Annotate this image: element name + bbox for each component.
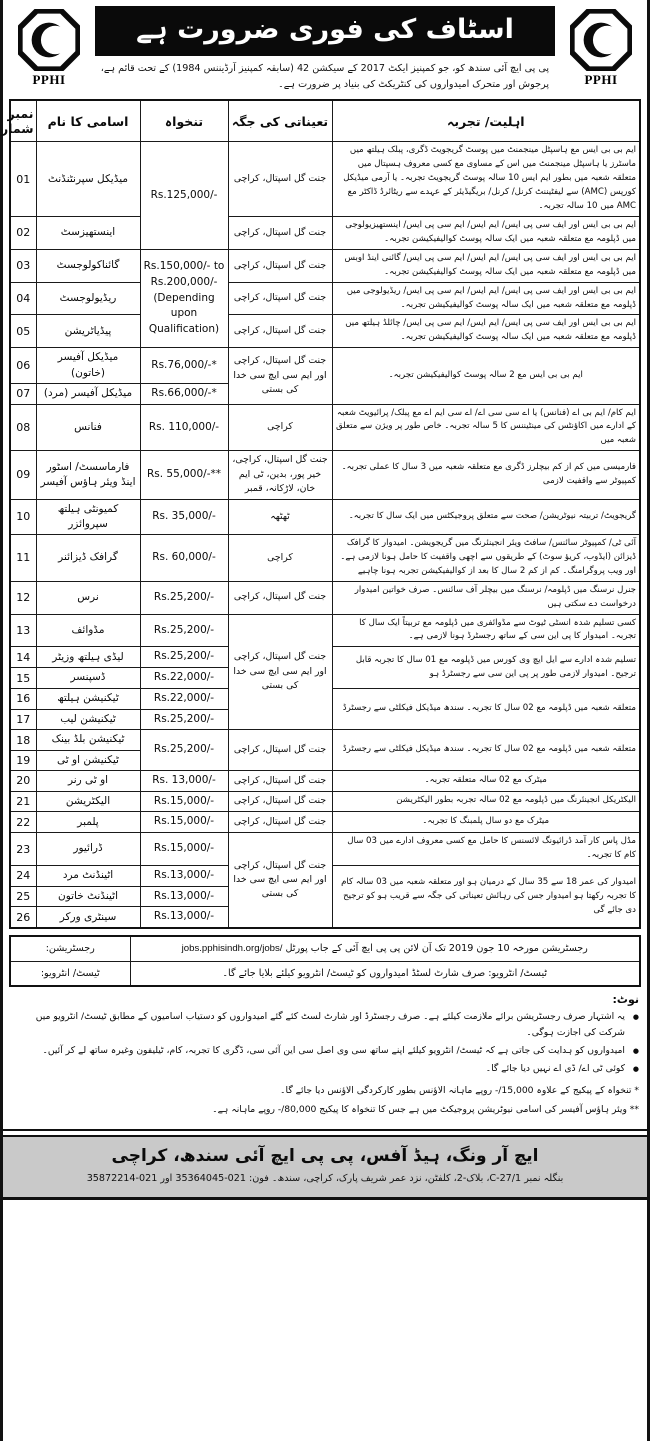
cell-post-title: کمیونٹی ہیلتھ سپروائزر bbox=[36, 499, 140, 534]
cell-qualification: امیدوار کی عمر 18 سے 35 سال کے درمیان ہو اور متعلقہ شعبہ میں 03 سالہ کام کا تجربہ رکھتا ہو امیدوار جس کی رہائش تعیناتی کی جگہ سے قریب ہو کو ترجیح دی جائے گی bbox=[332, 865, 640, 928]
cell-serial-number: 06 bbox=[10, 348, 36, 383]
cell-location: جنت گل اسپتال، کراچی اور ایم سی ایچ سی خدا کی بستی bbox=[228, 614, 332, 730]
cell-qualification: گریجویٹ/ تربیتہ نیوٹریشن/ صحت سے متعلق پروجیکٹس میں ایک سال کا تجربہ۔ bbox=[332, 499, 640, 534]
cell-serial-number: 22 bbox=[10, 812, 36, 833]
cell-qualification: فارمیسی میں کم از کم بیچلرز ڈگری مع متعلقہ شعبہ میں 3 سال کا عملی تجربہ۔ کمپیوٹر سے واقفیت لازمی bbox=[332, 451, 640, 499]
cell-salary: Rs.25,200/- bbox=[140, 730, 228, 770]
cell-serial-number: 01 bbox=[10, 142, 36, 217]
cell-salary: Rs.13,000/- bbox=[140, 865, 228, 886]
cell-serial-number: 18 bbox=[10, 730, 36, 750]
cell-serial-number: 04 bbox=[10, 282, 36, 315]
star-notes-section bbox=[3, 1081, 647, 1131]
star-note-item: * تنخواہ کے پیکیج کے علاوہ 15,000/- روپے ماہانہ الاؤنس بطور کارکردگی الاؤنس دیا جائے گا۔ bbox=[280, 1085, 639, 1097]
cell-serial-number: 08 bbox=[10, 404, 36, 451]
cell-post-title: ڈرائیور bbox=[36, 833, 140, 866]
cell-salary: Rs.15,000/- bbox=[140, 812, 228, 833]
cell-serial-number: 21 bbox=[10, 791, 36, 812]
cell-post-title: گرافک ڈیزائنر bbox=[36, 534, 140, 581]
cell-post-title: ٹیکنیشن لیب bbox=[36, 709, 140, 730]
registration-wrapper bbox=[3, 929, 647, 987]
cell-post-title: میڈیکل سپرنٹنڈنٹ bbox=[36, 142, 140, 217]
column-header-qualification: اہلیت/ تجربہ bbox=[332, 100, 640, 142]
cell-qualification: ایم بی بی ایس مع 2 سالہ پوسٹ کوالیفیکیشن تجربہ۔ bbox=[332, 348, 640, 404]
cell-salary: Rs.66,000/-* bbox=[140, 383, 228, 404]
jobs-table bbox=[0, 99, 641, 929]
cell-salary: Rs.25,200/- bbox=[140, 614, 228, 647]
cell-post-title: مڈوائف bbox=[36, 614, 140, 647]
column-header-salary: تنخواہ bbox=[140, 100, 228, 142]
registration-value bbox=[130, 936, 640, 961]
logo-left-caption: PPHI bbox=[584, 72, 618, 87]
table-row bbox=[10, 142, 640, 217]
cell-qualification: آئی ٹی/ کمپیوٹر سائنس/ سافٹ ویئر انجینئرنگ میں گریجویشن۔ امیدوار کا گرافک ڈیزائن (ایڈوب، کریؤ سوٹ) کے طریقوں سے اچھی واقفیت کا حامل ہونا لازمی ہے۔ اور ویب پروگرامنگ۔ کم از کم 2 سال کا بعد از کوالیفیکیشن تجربہ ہونا چاہیے bbox=[332, 534, 640, 581]
intro-paragraph: پی پی ایچ آئی سندھ کو، جو کمپنیز ایکٹ 2017 کے سیکشن 42 (سابقہ کمپنیز آرڈیننس 1984) کے تحت قائم ہے، پرجوش اور متحرک امیدواروں کی کنٹریکٹ کی بنیاد پر ضرورت ہے۔ bbox=[100, 62, 549, 91]
table-row bbox=[10, 451, 640, 499]
cell-serial-number: 02 bbox=[10, 216, 36, 249]
test-interview-row bbox=[10, 961, 640, 986]
test-interview-value: ٹیسٹ/ انٹرویو: صرف شارٹ لسٹڈ امیدواروں کو ٹیسٹ/ انٹرویو کیلئے بلایا جائے گا۔ bbox=[130, 961, 640, 986]
cell-serial-number: 13 bbox=[10, 614, 36, 647]
cell-salary: Rs.150,000/- to Rs.200,000/- (Depending upon Qualification) bbox=[140, 249, 228, 348]
cell-post-title: اٹینڈنٹ مرد bbox=[36, 865, 140, 886]
note-item: ● کوئی ٹی اے/ ڈی اے نہیں دیا جائے گا۔ bbox=[11, 1061, 639, 1077]
table-row bbox=[10, 534, 640, 581]
cell-serial-number: 24 bbox=[10, 865, 36, 886]
cell-serial-number: 05 bbox=[10, 315, 36, 348]
cell-serial-number: 23 bbox=[10, 833, 36, 866]
cell-serial-number: 15 bbox=[10, 668, 36, 689]
cell-qualification: ایم بی بی ایس اور ایف سی پی ایس/ ایم ایس/ ایم سی پی ایس/ ریڈیولوجی میں ڈپلومہ مع متعلقہ شعبہ میں ایک سالہ پوسٹ کوالیفیکیشن تجربہ۔ bbox=[332, 282, 640, 315]
cell-post-title: سینٹری ورکر bbox=[36, 907, 140, 928]
registration-text: رجسٹریشن مورخہ 10 جون 2019 تک آن لائن پی پی ایچ آئی کے جاب پورٹل bbox=[285, 943, 588, 955]
logo-right bbox=[7, 6, 91, 97]
cell-post-title: لیڈی ہیلتھ وزیٹر bbox=[36, 647, 140, 668]
cell-serial-number: 26 bbox=[10, 907, 36, 928]
pphi-logo-icon bbox=[18, 9, 80, 71]
cell-serial-number: 11 bbox=[10, 534, 36, 581]
note-item: ● یہ اشتہار صرف رجسٹریشن برائے ملازمت کیلئے ہے۔ صرف رجسٹرڈ اور شارٹ لسٹ کئے گئے امیدواروں کو دستیاب اسامیوں کے مطابق ٹیسٹ/ انٹرویو میں شرکت کی اجازت ہوگی۔ bbox=[11, 1009, 639, 1041]
cell-location: جنت گل اسپتال، کراچی bbox=[228, 812, 332, 833]
cell-qualification: ایم بی بی ایس مع ہاسپٹل مینجمنٹ میں پوسٹ گریجویٹ ڈگری، پبلک ہیلتھ میں ماسٹرز یا ہاسپٹل مینجمنٹ میں اس کے مساوی مع کسی معروف ہسپتال میں متعلقہ شعبہ میں بطور ایم ایس 10 سالہ پوسٹ گریجویٹ تجربہ۔ یا آرمی میڈیکل کورپس (AMC) سے لیفٹیننٹ کرنل/ کرنل/ بریگیڈیئر کے عہدے سے ریٹائرڈ ڈاکٹر مع AMC میں 10 سالہ تجربہ۔ bbox=[332, 142, 640, 217]
cell-post-title: او ٹی رنر bbox=[36, 770, 140, 791]
table-header-row bbox=[10, 100, 640, 142]
table-row bbox=[10, 812, 640, 833]
cell-post-title: ٹیکنیشن بلڈ بینک bbox=[36, 730, 140, 750]
cell-salary: Rs. 110,000/- bbox=[140, 404, 228, 451]
table-row bbox=[10, 216, 640, 249]
cell-salary: Rs.25,200/- bbox=[140, 581, 228, 614]
cell-location: جنت گل اسپتال، کراچی bbox=[228, 730, 332, 770]
notes-section bbox=[3, 987, 647, 1081]
cell-serial-number: 09 bbox=[10, 451, 36, 499]
cell-location: جنت گل اسپتال، کراچی bbox=[228, 581, 332, 614]
cell-location: کراچی bbox=[228, 404, 332, 451]
table-row bbox=[10, 791, 640, 812]
table-row bbox=[10, 614, 640, 647]
table-row bbox=[10, 315, 640, 348]
page-footer bbox=[3, 1135, 647, 1199]
footer-office-title: ایچ آر ونگ، ہیڈ آفس، پی پی ایچ آئی سندھ، کراچی bbox=[111, 1146, 539, 1167]
cell-post-title: الیکٹریشن bbox=[36, 791, 140, 812]
logo-left bbox=[559, 6, 643, 97]
table-row bbox=[10, 730, 640, 750]
cell-location: جنت گل اسپتال، کراچی اور ایم سی ایچ سی خدا کی بستی bbox=[228, 833, 332, 929]
cell-qualification: میٹرک مع 02 سالہ متعلقہ تجربہ۔ bbox=[332, 770, 640, 791]
star-note-item: ** ویئر ہاؤس آفیسر کی اسامی نیوٹریشن پروجیکٹ میں ہے جس کا تنخواہ کا پیکیج 80,000/- روپے ماہانہ ہے۔ bbox=[212, 1104, 639, 1116]
cell-post-title: اینستھیزسٹ bbox=[36, 216, 140, 249]
notes-list bbox=[11, 1009, 639, 1077]
registration-label: رجسٹریشن: bbox=[10, 936, 130, 961]
column-header-serial: نمبر شمار bbox=[10, 100, 36, 142]
page-title: اسٹاف کی فوری ضرورت ہے bbox=[95, 6, 555, 56]
cell-serial-number: 25 bbox=[10, 886, 36, 907]
cell-post-title: فارماسسٹ/ اسٹور اینڈ ویئر ہاؤس آفیسر bbox=[36, 451, 140, 499]
cell-location: جنت گل اسپتال، کراچی bbox=[228, 315, 332, 348]
cell-serial-number: 10 bbox=[10, 499, 36, 534]
cell-location: جنت گل اسپتال، کراچی bbox=[228, 791, 332, 812]
cell-post-title: اٹینڈنٹ خاتون bbox=[36, 886, 140, 907]
cell-qualification: تسلیم شدہ ادارے سے ایل ایچ وی کورس میں ڈپلومہ مع 01 سال کا تجربہ قابل ترجیح۔ امیدوار لازمی طور پر پی این سی سے رجسٹرڈ ہو bbox=[332, 647, 640, 689]
cell-salary: Rs.15,000/- bbox=[140, 791, 228, 812]
cell-serial-number: 16 bbox=[10, 688, 36, 709]
cell-post-title: پیڈیاٹریشن bbox=[36, 315, 140, 348]
cell-post-title: میڈیکل آفیسر (مرد) bbox=[36, 383, 140, 404]
cell-location: جنت گل اسپتال، کراچی، خیر پور، بدین، ٹی ایم خان، لاڑکانہ، قمبر bbox=[228, 451, 332, 499]
cell-serial-number: 20 bbox=[10, 770, 36, 791]
cell-post-title: فنانس bbox=[36, 404, 140, 451]
cell-qualification: ایم کام/ ایم بی اے (فنانس) یا اے سی سی اے/ اے سی ایم اے مع پبلک/ پرائیویٹ شعبہ کے ادارے میں اکاؤنٹس کی مینٹیننس کا 5 سالہ تجربہ۔ خاص طور پر ویژن سے متعلق شعبہ میں bbox=[332, 404, 640, 451]
cell-location: جنت گل اسپتال، کراچی bbox=[228, 216, 332, 249]
cell-serial-number: 14 bbox=[10, 647, 36, 668]
cell-serial-number: 19 bbox=[10, 750, 36, 770]
cell-post-title: گائناکولوجسٹ bbox=[36, 249, 140, 282]
table-row bbox=[10, 404, 640, 451]
table-row bbox=[10, 581, 640, 614]
cell-salary: Rs.13,000/- bbox=[140, 886, 228, 907]
cell-salary: Rs.25,200/- bbox=[140, 709, 228, 730]
table-row bbox=[10, 348, 640, 383]
cell-post-title: میڈیکل آفیسر (خاتون) bbox=[36, 348, 140, 383]
table-row bbox=[10, 833, 640, 866]
cell-post-title: ریڈیولوجسٹ bbox=[36, 282, 140, 315]
cell-salary: Rs.13,000/- bbox=[140, 907, 228, 928]
notes-title: نوٹ: bbox=[612, 992, 639, 1006]
footer-address: بنگلہ نمبر C-27/1، بلاک-2، کلفٹن، نزد عمر شریف پارک، کراچی، سندھ۔ فون: 021-35364045 اور 021-35872214 bbox=[86, 1173, 564, 1185]
table-row bbox=[10, 282, 640, 315]
cell-qualification: الیکٹریکل انجینئرنگ میں ڈپلومہ مع 02 سالہ تجربہ بطور الیکٹریشن bbox=[332, 791, 640, 812]
table-row bbox=[10, 249, 640, 282]
cell-salary: Rs. 55,000/-** bbox=[140, 451, 228, 499]
cell-salary: Rs.25,200/- bbox=[140, 647, 228, 668]
column-header-location: تعیناتی کی جگہ bbox=[228, 100, 332, 142]
test-interview-label: ٹیسٹ/ انٹرویو: bbox=[10, 961, 130, 986]
cell-location: جنت گل اسپتال، کراچی اور ایم سی ایچ سی خدا کی بستی bbox=[228, 348, 332, 404]
cell-salary: Rs. 60,000/- bbox=[140, 534, 228, 581]
cell-serial-number: 17 bbox=[10, 709, 36, 730]
cell-post-title: نرس bbox=[36, 581, 140, 614]
jobs-table-wrapper bbox=[0, 99, 647, 929]
cell-salary: Rs.22,000/- bbox=[140, 668, 228, 689]
cell-location: کراچی bbox=[228, 534, 332, 581]
cell-qualification: متعلقہ شعبہ میں ڈپلومہ مع 02 سال کا تجربہ۔ سندھ میڈیکل فیکلٹی سے رجسٹرڈ bbox=[332, 688, 640, 730]
cell-serial-number: 12 bbox=[10, 581, 36, 614]
jobs-table-body bbox=[10, 142, 640, 928]
cell-salary: Rs. 35,000/- bbox=[140, 499, 228, 534]
note-item: ● امیدواروں کو ہدایت کی جاتی ہے کہ ٹیسٹ/ انٹرویو کیلئے اپنے ساتھ سی وی اصل سی این آئی سی، ڈگری کا تجربہ، کام، ٹیلیفون وغیرہ ساتھ لے کر آئیں۔ bbox=[11, 1043, 639, 1059]
table-row bbox=[10, 770, 640, 791]
cell-serial-number: 07 bbox=[10, 383, 36, 404]
registration-url[interactable]: jobs.pphisindh.org/jobs/ bbox=[181, 943, 283, 955]
cell-location: جنت گل اسپتال، کراچی bbox=[228, 282, 332, 315]
cell-qualification: ایم بی بی ایس اور ایف سی پی ایس/ ایم ایس/ ایم سی پی ایس/ چائلڈ ہیلتھ میں ڈپلومہ مع متعلقہ شعبہ میں ایک سالہ پوسٹ کوالیفیکیشن تجربہ۔ bbox=[332, 315, 640, 348]
logo-right-caption: PPHI bbox=[32, 72, 66, 87]
cell-post-title: ڈسپنسر bbox=[36, 668, 140, 689]
cell-qualification: مڈل پاس کار آمد ڈرائیونگ لائسنس کا حامل مع کسی معروف ادارے میں 03 سال کام کا تجربہ۔ bbox=[332, 833, 640, 866]
cell-salary: Rs. 13,000/- bbox=[140, 770, 228, 791]
cell-post-title: ٹیکنیشن ہیلتھ bbox=[36, 688, 140, 709]
table-row bbox=[10, 499, 640, 534]
cell-location: جنت گل اسپتال، کراچی bbox=[228, 770, 332, 791]
registration-table bbox=[9, 935, 641, 987]
page-header bbox=[3, 0, 647, 97]
cell-qualification: ایم بی بی ایس اور ایف سی پی ایس/ ایم ایس/ ایم سی پی ایس/ گائنی اینڈ اوبس میں ڈپلومہ مع متعلقہ شعبہ میں ایک سالہ پوسٹ کوالیفیکیشن تجربہ۔ bbox=[332, 249, 640, 282]
cell-location: ٹھٹھہ bbox=[228, 499, 332, 534]
cell-qualification: جنرل نرسنگ میں ڈپلومہ/ نرسنگ میں بیچلر آف سائنس۔ صرف خواتین امیدوار درخواست دے سکتی ہیں bbox=[332, 581, 640, 614]
registration-row bbox=[10, 936, 640, 961]
cell-salary: Rs.76,000/-* bbox=[140, 348, 228, 383]
cell-qualification: میٹرک مع دو سال پلمبنگ کا تجربہ۔ bbox=[332, 812, 640, 833]
cell-salary: Rs.22,000/- bbox=[140, 688, 228, 709]
cell-salary: Rs.15,000/- bbox=[140, 833, 228, 866]
pphi-logo-icon bbox=[570, 9, 632, 71]
header-center bbox=[95, 6, 555, 97]
cell-qualification: کسی تسلیم شدہ انسٹی ٹیوٹ سے مڈوائفری میں ڈپلومہ مع تربیتاً ایک سال کا تجربہ۔ امیدوار کا پی این سی کے ساتھ رجسٹرڈ ہونا لازمی ہے۔ bbox=[332, 614, 640, 647]
cell-qualification: ایم بی بی ایس اور ایف سی پی ایس/ ایم ایس/ ایم سی پی ایس/ اینستھیزیولوجی میں ڈپلومہ مع متعلقہ شعبہ میں ایک سالہ پوسٹ کوالیفیکیشن تجربہ۔ bbox=[332, 216, 640, 249]
cell-location: جنت گل اسپتال، کراچی bbox=[228, 249, 332, 282]
cell-location: جنت گل اسپتال، کراچی bbox=[228, 142, 332, 217]
cell-qualification: متعلقہ شعبہ میں ڈپلومہ مع 02 سال کا تجربہ۔ سندھ میڈیکل فیکلٹی سے رجسٹرڈ bbox=[332, 730, 640, 770]
cell-post-title: پلمبر bbox=[36, 812, 140, 833]
cell-post-title: ٹیکنیشن او ٹی bbox=[36, 750, 140, 770]
cell-salary: Rs.125,000/- bbox=[140, 142, 228, 249]
cell-serial-number: 03 bbox=[10, 249, 36, 282]
column-header-post: اسامی کا نام bbox=[36, 100, 140, 142]
